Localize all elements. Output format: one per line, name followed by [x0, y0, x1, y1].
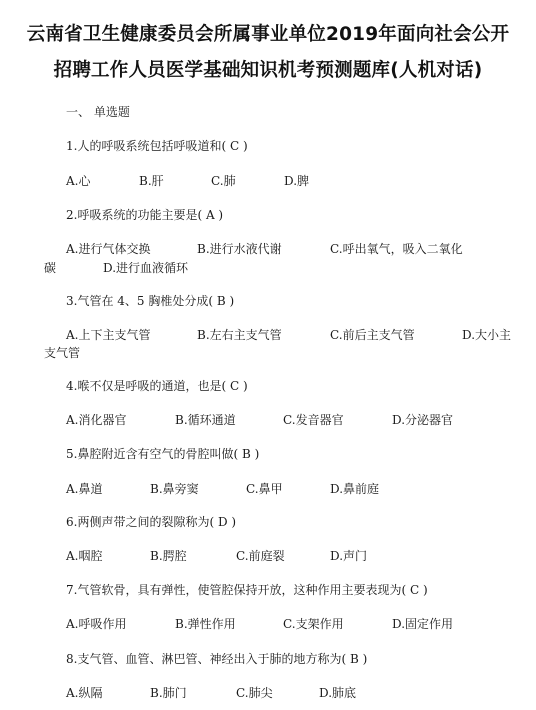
option-c: C.鼻甲: [246, 482, 283, 496]
section-heading: 一、 单选题: [66, 105, 130, 119]
question-stem: 6.两侧声带之间的裂隙称为( D ): [66, 515, 237, 529]
option-d: D.分泌器官: [392, 413, 454, 427]
option-c: C.前庭裂: [236, 549, 285, 563]
option-b: B.循环通道: [175, 413, 236, 427]
option-b: B.进行水液代谢: [197, 242, 282, 256]
question-stem: 5.鼻腔附近含有空气的骨腔叫做( B ): [66, 447, 260, 461]
option-b: B.腭腔: [150, 549, 187, 563]
option-d: D.固定作用: [392, 617, 454, 631]
question-stem: 3.气管在 4、5 胸椎处分成( B ): [66, 294, 235, 308]
option-c: C.支架作用: [283, 617, 344, 631]
question-stem: 8.支气管、血管、淋巴管、神经出入于肺的地方称为( B ): [66, 652, 368, 666]
question-stem: 4.喉不仅是呼吸的通道，也是( C ): [66, 379, 248, 393]
option-d: D.声门: [330, 549, 368, 563]
option-b: B.左右主支气管: [197, 328, 282, 342]
option-d: D.大小主: [462, 328, 512, 342]
option-b: B.弹性作用: [175, 617, 236, 631]
document-title-line-1: 云南省卫生健康委员会所属事业单位2019年面向社会公开: [26, 24, 510, 45]
option-d: D.肺底: [319, 686, 357, 700]
option-c-continuation: 碳: [44, 261, 57, 275]
option-a: A.心: [66, 174, 91, 188]
question-stem: 2.呼吸系统的功能主要是( A ): [66, 208, 224, 222]
option-d: D.鼻前庭: [330, 482, 380, 496]
document-title-line-2: 招聘工作人员医学基础知识机考预测题库(人机对话): [53, 60, 483, 81]
option-a: A.呼吸作用: [66, 617, 127, 631]
option-a: A.进行气体交换: [66, 242, 151, 256]
option-a: A.纵隔: [66, 686, 103, 700]
option-d: D.进行血液循环: [103, 261, 189, 275]
option-b: B.鼻旁窦: [150, 482, 199, 496]
option-a: A.上下主支气管: [66, 328, 151, 342]
option-a: A.鼻道: [66, 482, 103, 496]
option-c: C.肺尖: [236, 686, 273, 700]
option-a: A.咽腔: [66, 549, 103, 563]
option-b: B.肺门: [150, 686, 187, 700]
option-b: B.肝: [139, 174, 164, 188]
option-a: A.消化器官: [66, 413, 127, 427]
option-d-continuation: 支气管: [44, 346, 81, 360]
question-stem: 7.气管软骨，具有弹性，使管腔保持开放，这种作用主要表现为( C ): [66, 583, 428, 597]
option-c: C.肺: [211, 174, 236, 188]
option-c: C.发音器官: [283, 413, 344, 427]
option-d: D.脾: [284, 174, 310, 188]
option-c: C.前后主支气管: [330, 328, 415, 342]
question-stem: 1.人的呼吸系统包括呼吸道和( C ): [66, 139, 248, 153]
option-c: C.呼出氧气，吸入二氧化: [330, 242, 463, 256]
